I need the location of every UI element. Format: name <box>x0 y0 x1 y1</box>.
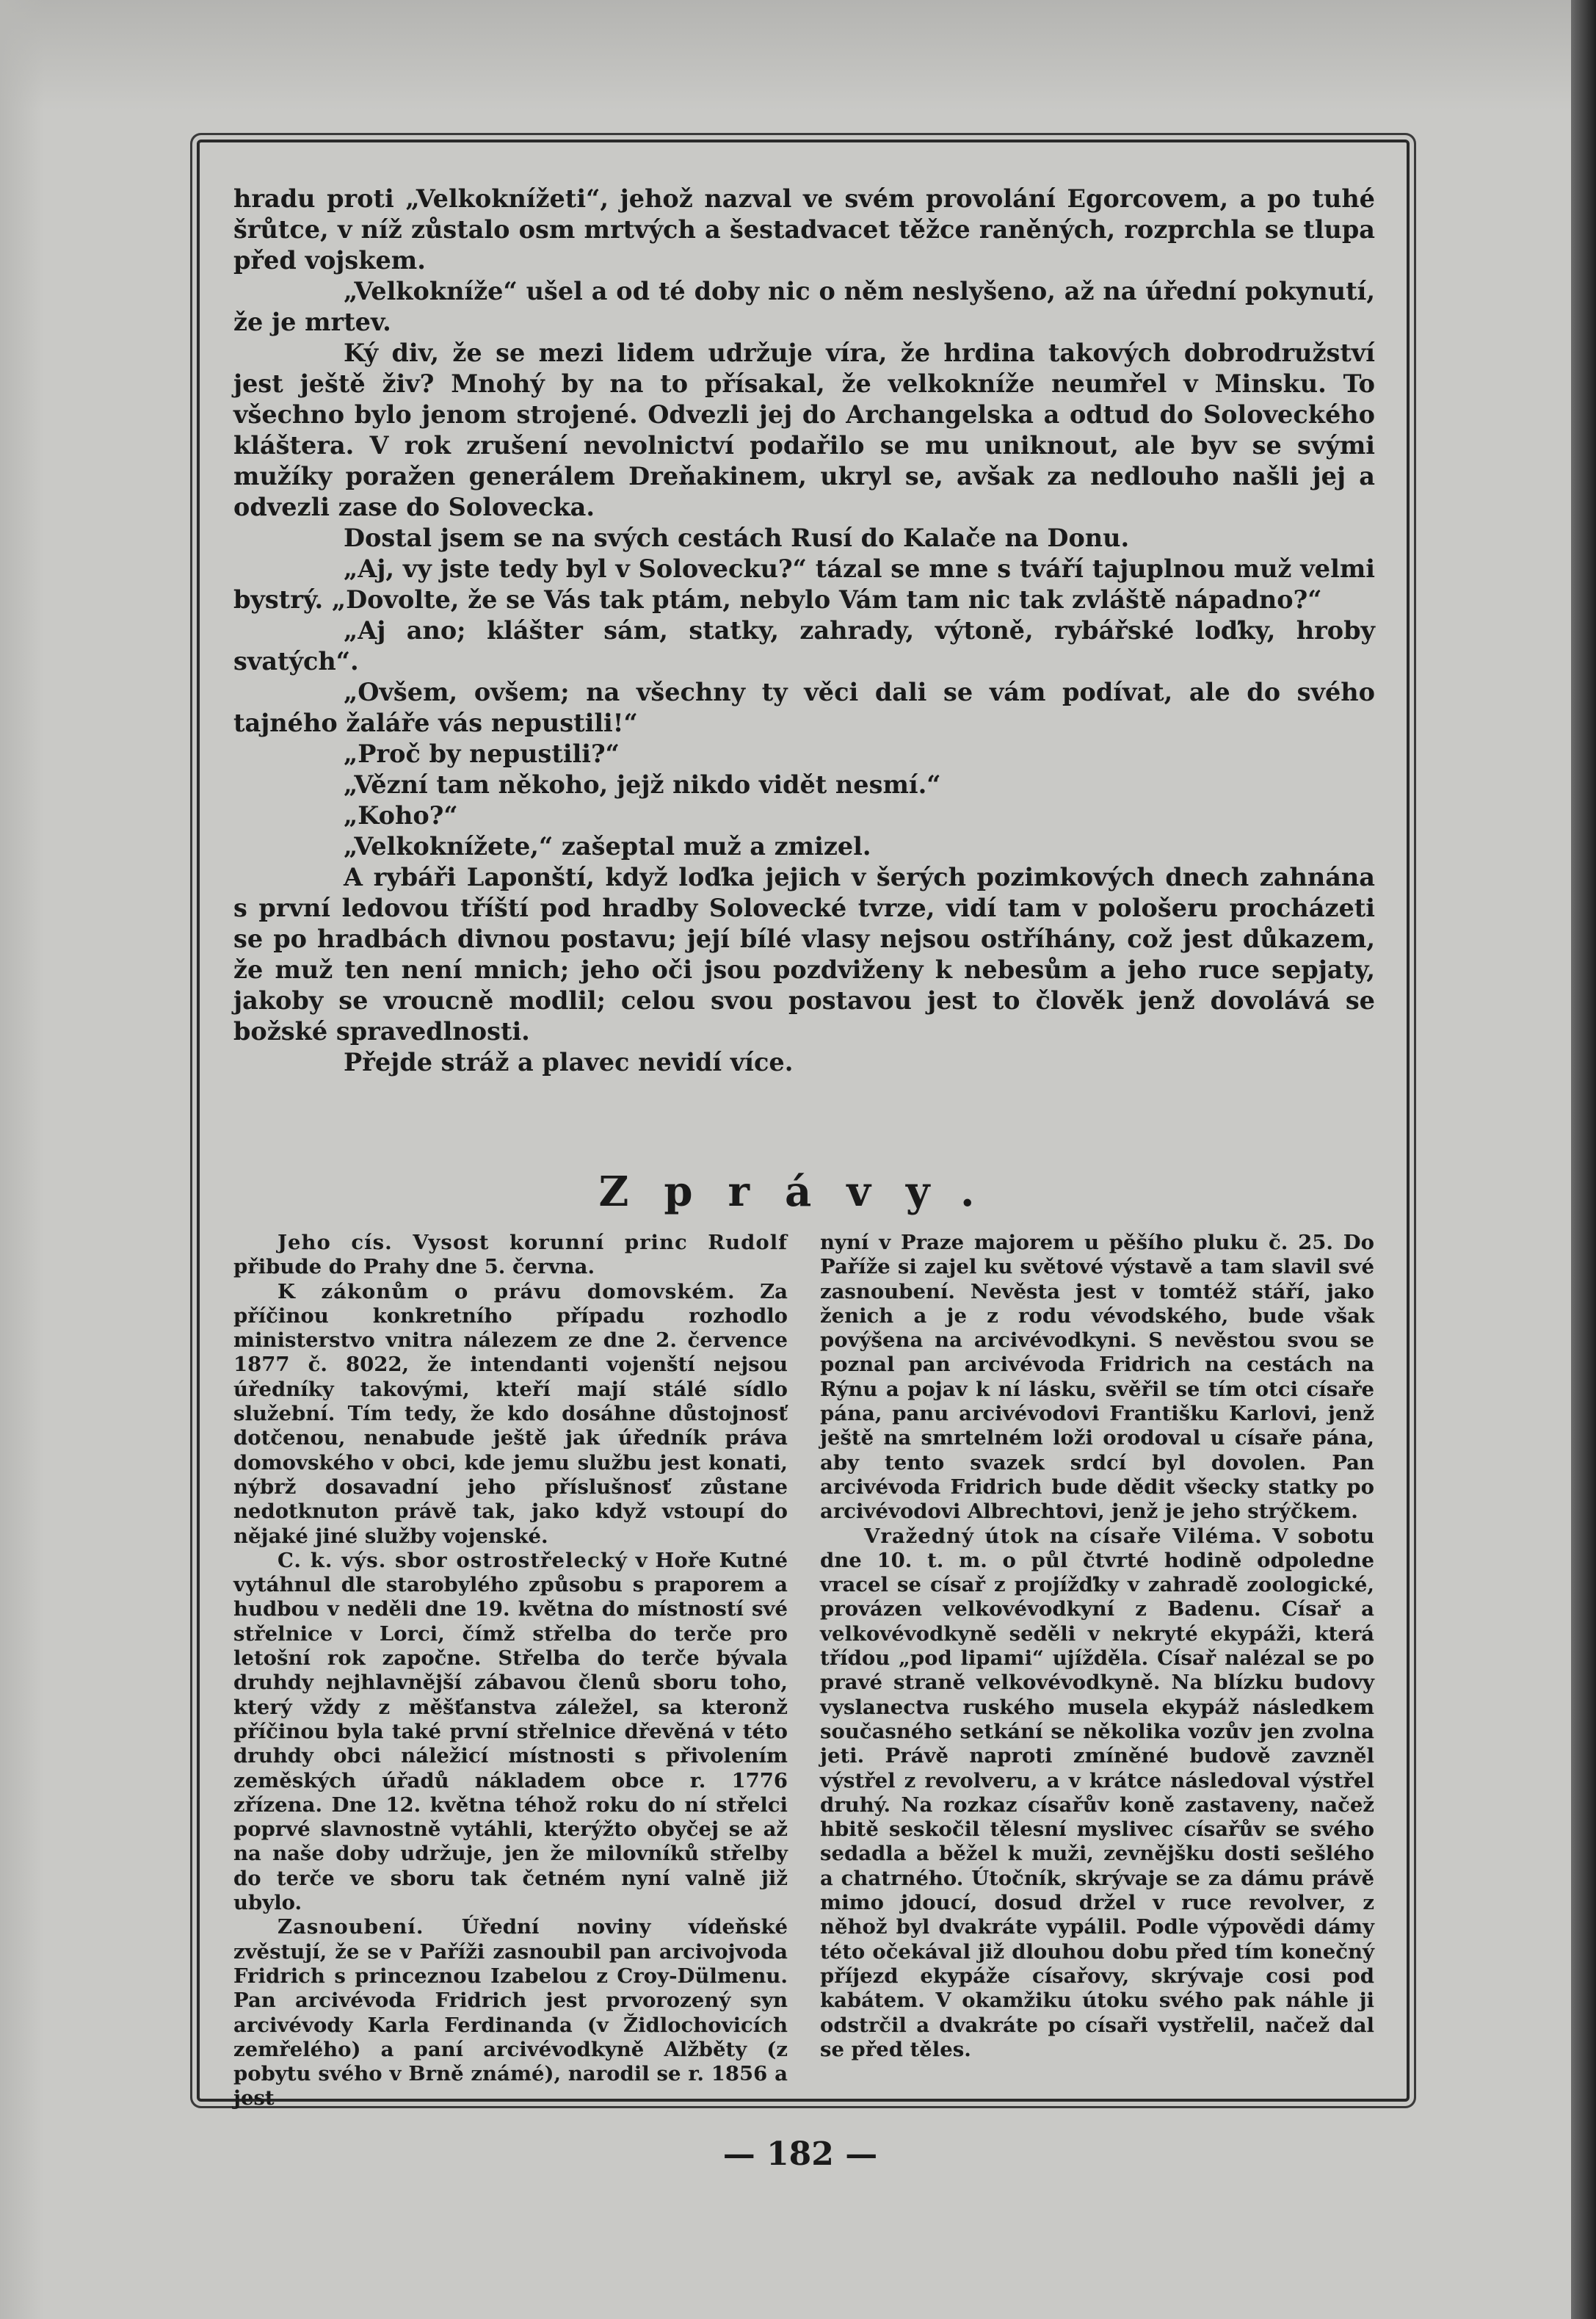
news-item-heading: Jeho cís. Vysost korunní princ Rudolf <box>278 1231 788 1254</box>
story-paragraph: Dostal jsem se na svých cestách Rusí do Kalače na Donu. <box>344 524 1130 552</box>
news-item-heading: Vražedný útok na císaře Viléma. <box>864 1524 1263 1548</box>
news-item-text: Úřední noviny vídeňské zvěstují, že se v Paříži zasnoubil pan arcivojvoda Fridrich s princeznou Izabelou z Croy-Dülmenu. Pan arcivévoda Fridrich jest prvorozený syn arcivévody Karla Ferdinanda (v Židlochovicích zemřelého) a paní arcivévodkyně Alžběty (z pobytu svého v Brně známé), narodil se r. 1856 a jest <box>233 1915 788 2110</box>
story-paragraph: Přejde stráž a plavec nevidí více. <box>344 1048 794 1077</box>
news-item-text: Za příčinou konkretního případu rozhodlo ministerstvo vnitra nálezem ze dne 2. července 1877 č. 8022, že intendanti vojenští nejsou úředníky takovými, kteří mají stálé sídlo služební. Tím tedy, že kdo dosáhne důstojnosť dotčenou, nenabude ještě jak úředník práva domovského v obci, kde jemu službu jest konati, nýbrž dosavadní jeho příslušnosť zůstane nedotknuton právě tak, jako když vstoupí do nějaké jiné služby vojenské. <box>233 1279 788 1548</box>
news-column-right <box>820 1231 1374 2062</box>
news-item <box>820 1524 1374 2063</box>
scan-left-shadow <box>0 0 44 2319</box>
news-item <box>233 1280 788 1549</box>
story-paragraph: „Proč by nepustili?“ <box>344 739 620 768</box>
news-item-text: V sobotu dne 10. t. m. o půl čtvrté hodině odpoledne vracel se císař z projížďky v zahradě zoologické, provázen velkovévodkyní z Badenu. Císař a velkovévodkyně seděli v nekryté ekypáži, která třídou „pod lipami“ ujížděla. Císař nalézal se po pravé straně velkovévodkyně. Na blízku budovy vyslanectva ruského musela ekypáž následkem současného setkání se několika vozův jen zvolna jeti. Právě naproti zmíněné budově zavzněl výstřel z revolveru, a v krátce následoval výstřel druhý. Na rozkaz císařův koně zastaveny, načež hbitě seskočil tělesní myslivec císařův se svého sedadla a běžel k muži, zevnějšku dosti sešlého a chatrného. Útočník, skrývaje se za dámu právě mimo jdoucí, dosud držel v ruce revolver, z něhož byl dvakráte vypálil. Podle výpovědi dámy této očekával již dlouhou dobu před tím konečný příjezd ekypáže císařovy, skrývaje cosi pod kabátem. V okamžiku útoku svého pak náhle ji odstrčil a dvakráte po císaři vystřelil, načež dal se před těles. <box>820 1524 1374 2061</box>
story-paragraph: „Velkoknížete,“ zašeptal muž a zmizel. <box>344 832 871 861</box>
news-item-heading: C. k. výs. sbor ostrostřelecký <box>278 1548 628 1572</box>
story-paragraph: „Velkokníže“ ušel a od té doby nic o něm neslyšeno, až na úřední pokynutí, že je mrtev. <box>233 277 1375 336</box>
story-paragraph: „Koho?“ <box>344 801 458 830</box>
scan-right-binding-edge <box>1571 0 1596 2319</box>
story-paragraph: hradu proti „Velkoknížeti“, jehož nazval ve svém provolání Egorcovem, a po tuhé šrůtce, v níž zůstalo osm mrtvých a šestadvacet těžce raněných, rozprchla se tlupa před vojskem. <box>233 184 1375 275</box>
story-paragraph: „Vězní tam někoho, jejž nikdo vidět nesmí.“ <box>344 770 941 799</box>
news-section-title: Zprávy. <box>598 1168 1010 1216</box>
news-item <box>233 1549 788 1915</box>
story-text-block <box>233 184 1375 1078</box>
news-column-left <box>233 1231 788 2111</box>
story-paragraph: Ký div, že se mezi lidem udržuje víra, že hrdina takových dobrodružství jest ještě živ? Mnohý by na to přísakal, že velkokníže neumřel v Minsku. To všechno bylo jenom strojené. Odvezli jej do Archangelska a odtud do Soloveckého kláštera. V rok zrušení nevolnictví podařilo se mu uniknout, ale byv se svými mužíky poražen generálem Dreňakinem, ukryl se, avšak za nedlouho našli jej a odvezli zase do Solovecka. <box>233 339 1375 521</box>
page-number: — 182 — <box>722 2135 878 2173</box>
news-item <box>233 1915 788 2110</box>
story-paragraph: „Ovšem, ovšem; na všechny ty věci dali se vám podívat, ale do svého tajného žaláře vás nepustili!“ <box>233 678 1375 737</box>
news-item-text: nyní v Praze majorem u pěšího pluku č. 25. Do Paříže si zajel ku světové výstavě a tam slavil své zasnoubení. Nevěsta jest v tomtéž stáří, jako ženich a je z rodu vévodského, bude však povýšena na arcivévodkyni. S nevěstou svou se poznal pan arcivévoda Fridrich na cestách na Rýnu a pojav k ní lásku, svěřil se tím otci císaře pána, panu arcivévodovi Františku Karlovi, jenž ještě na smrtelném loži orodoval u císaře pána, aby tento svazek srdcí byl dovolen. Pan arcivévoda Fridrich bude dědit všecky statky po arcivévodovi Albrechtovi, jenž je jeho strýčkem. <box>820 1231 1374 1524</box>
news-item-heading: Zasnoubení. <box>278 1915 424 1939</box>
story-paragraph: A rybáři Laponští, když loďka jejich v šerých pozimkových dnech zahnána s první ledovou tříští pod hradby Solovecké tvrze, vidí tam v pološeru procházeti se po hradbách divnou postavu; její bílé vlasy nejsou ostříhány, což jest důkazem, že muž ten není mnich; jeho oči jsou pozdviženy k nebesům a jeho ruce sepjaty, jakoby se vroucně modlil; celou svou postavou jest to člověk jenž dovolává se božské spravedlnosti. <box>233 863 1375 1046</box>
news-item-text: v Hoře Kutné vytáhnul dle starobylého způsobu s praporem a hudbou v neděli dne 19. května do místností své střelnice v Lorci, čímž střelba do terče pro letošní rok započne. Střelba do terče bývala druhdy nejhlavnější zábavou členů sboru toho, který vždy z měšťanstva záležel, sa kteronž příčinou byla také první střelnice dřevěná v této druhdy obci náležicí místnosti s přivolením zeměských úřadů nákladem obce r. 1776 zřízena. Dne 12. května téhož roku do ní střelci poprvé slavnostně vytáhli, kterýžto obyčej se až na naše doby udržuje, jen že milovníků střelby do terče ve sboru tak četném nyní valně již ubylo. <box>233 1548 788 1915</box>
news-item-text: přibude do Prahy dne 5. června. <box>233 1255 595 1279</box>
news-item-heading: K zákonům o právu domovském. <box>278 1279 736 1303</box>
scan-top-shadow <box>0 0 1596 110</box>
story-paragraph: „Aj, vy jste tedy byl v Solovecku?“ tázal se mne s tváří tajuplnou muž velmi bystrý. „Dovolte, že se Vás tak ptám, nebylo Vám tam nic tak zvláště nápadno?“ <box>233 554 1375 614</box>
news-item <box>233 1231 788 1280</box>
story-paragraph: „Aj ano; klášter sám, statky, zahrady, výtoně, rybářské loďky, hroby svatých“. <box>233 616 1375 676</box>
news-item <box>820 1231 1374 1524</box>
